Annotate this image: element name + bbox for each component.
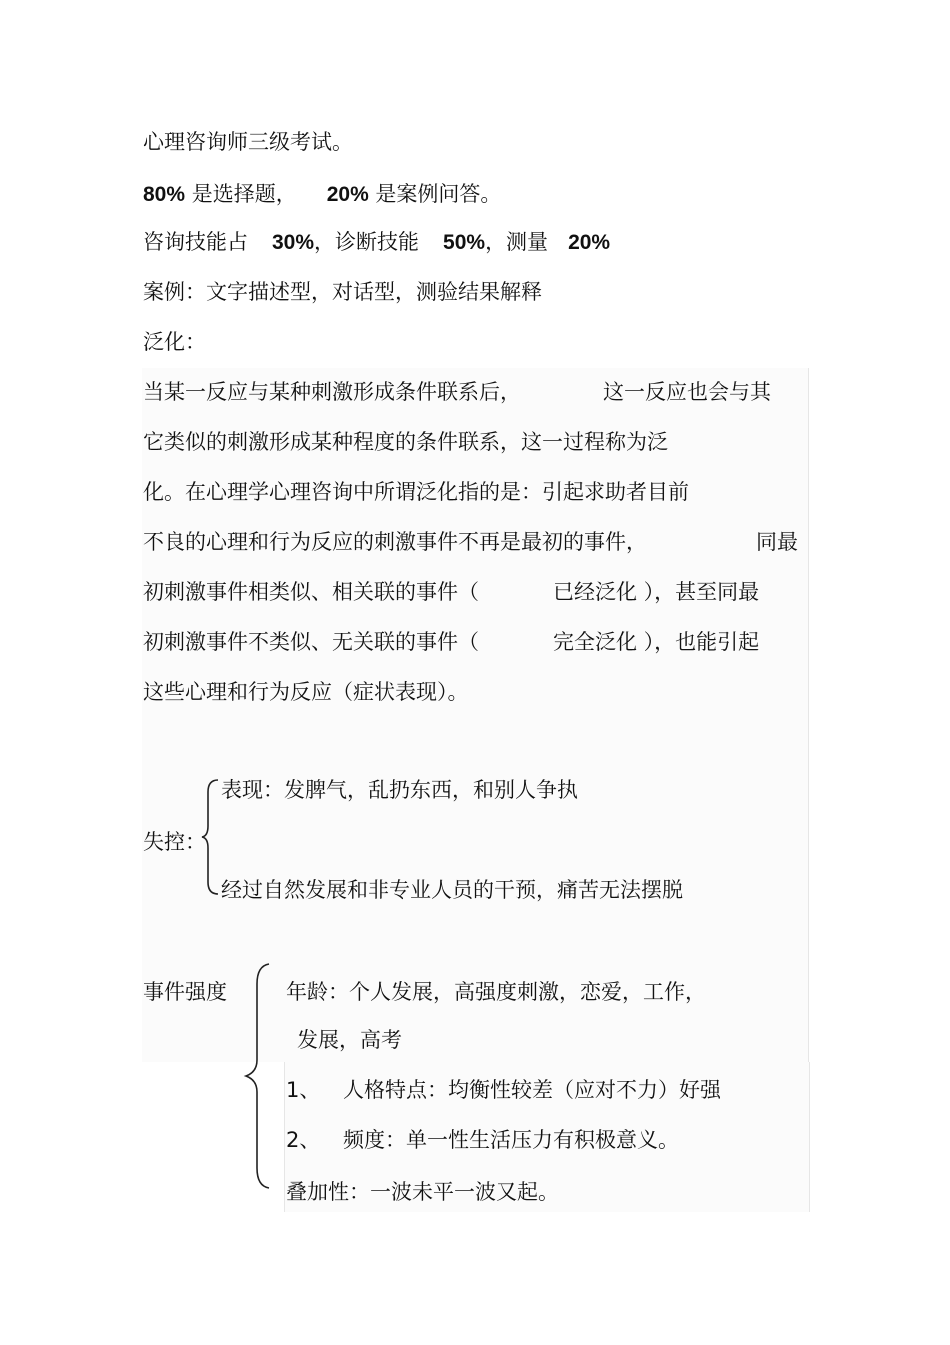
paragraph-line: 化。在心理学心理咨询中所谓泛化指的是：引起求助者目前	[143, 480, 689, 504]
skills-label-3: ，测量	[485, 230, 549, 254]
paragraph-line: 初刺激事件不类似、无关联的事件（	[143, 630, 479, 654]
paragraph-line: 它类似的刺激形成某种程度的条件联系，这一过程称为泛	[143, 430, 668, 454]
case-text: 是案例问答。	[368, 182, 502, 206]
ratio-line	[143, 180, 501, 209]
highlight-region	[142, 368, 809, 1062]
loss-of-control-item-1: 表现：发脾气，乱扔东西，和别人争执	[221, 778, 578, 802]
paragraph-line: 这些心理和行为反应（症状表现）。	[143, 680, 469, 704]
page-title: 心理咨询师三级考试。	[143, 130, 353, 154]
choice-percent: 80%	[143, 183, 186, 206]
paragraph-line-tail: 完全泛化 ），也能引起	[553, 630, 760, 654]
loss-of-control-label: 失控：	[143, 830, 206, 854]
paragraph-line-tail: 这一反应也会与其	[603, 380, 771, 404]
personality-item: 人格特点：均衡性较差（应对不力）好强	[343, 1078, 721, 1102]
skills-label-2: ，诊断技能	[314, 230, 420, 254]
case-types-line: 案例：文字描述型，对话型，测验结果解释	[143, 280, 542, 304]
list-number: 2、	[286, 1128, 321, 1152]
paragraph-line-tail: 同最	[756, 530, 798, 554]
case-percent: 20%	[326, 183, 369, 206]
accumulation-item: 叠加性：一波未平一波又起。	[286, 1180, 559, 1204]
event-intensity-label: 事件强度	[143, 980, 227, 1004]
paragraph-line: 不良的心理和行为反应的刺激事件不再是最初的事件，	[143, 530, 647, 554]
skills-percent-2: 50%	[443, 231, 486, 254]
list-number: 1、	[286, 1078, 321, 1102]
skills-line	[143, 228, 610, 257]
skills-percent-3: 20%	[568, 231, 611, 254]
paragraph-line: 初刺激事件相类似、相关联的事件（	[143, 580, 479, 604]
skills-label-1: 咨询技能占	[143, 230, 248, 254]
loss-of-control-item-2: 经过自然发展和非专业人员的干预，痛苦无法摆脱	[221, 878, 683, 902]
left-brace-icon	[243, 962, 273, 1190]
age-line-continued: 发展，高考	[297, 1028, 402, 1052]
left-brace-icon	[200, 778, 222, 896]
paragraph-line-tail: 已经泛化 ），甚至同最	[553, 580, 760, 604]
generalization-heading: 泛化：	[143, 330, 206, 354]
choice-text: 是选择题，	[185, 182, 297, 206]
frequency-item: 频度：单一性生活压力有积极意义。	[343, 1128, 679, 1152]
paragraph-line: 当某一反应与某种刺激形成条件联系后，	[143, 380, 521, 404]
age-line: 年龄：个人发展，高强度刺激，恋爱，工作，	[286, 980, 706, 1004]
skills-percent-1: 30%	[272, 231, 315, 254]
